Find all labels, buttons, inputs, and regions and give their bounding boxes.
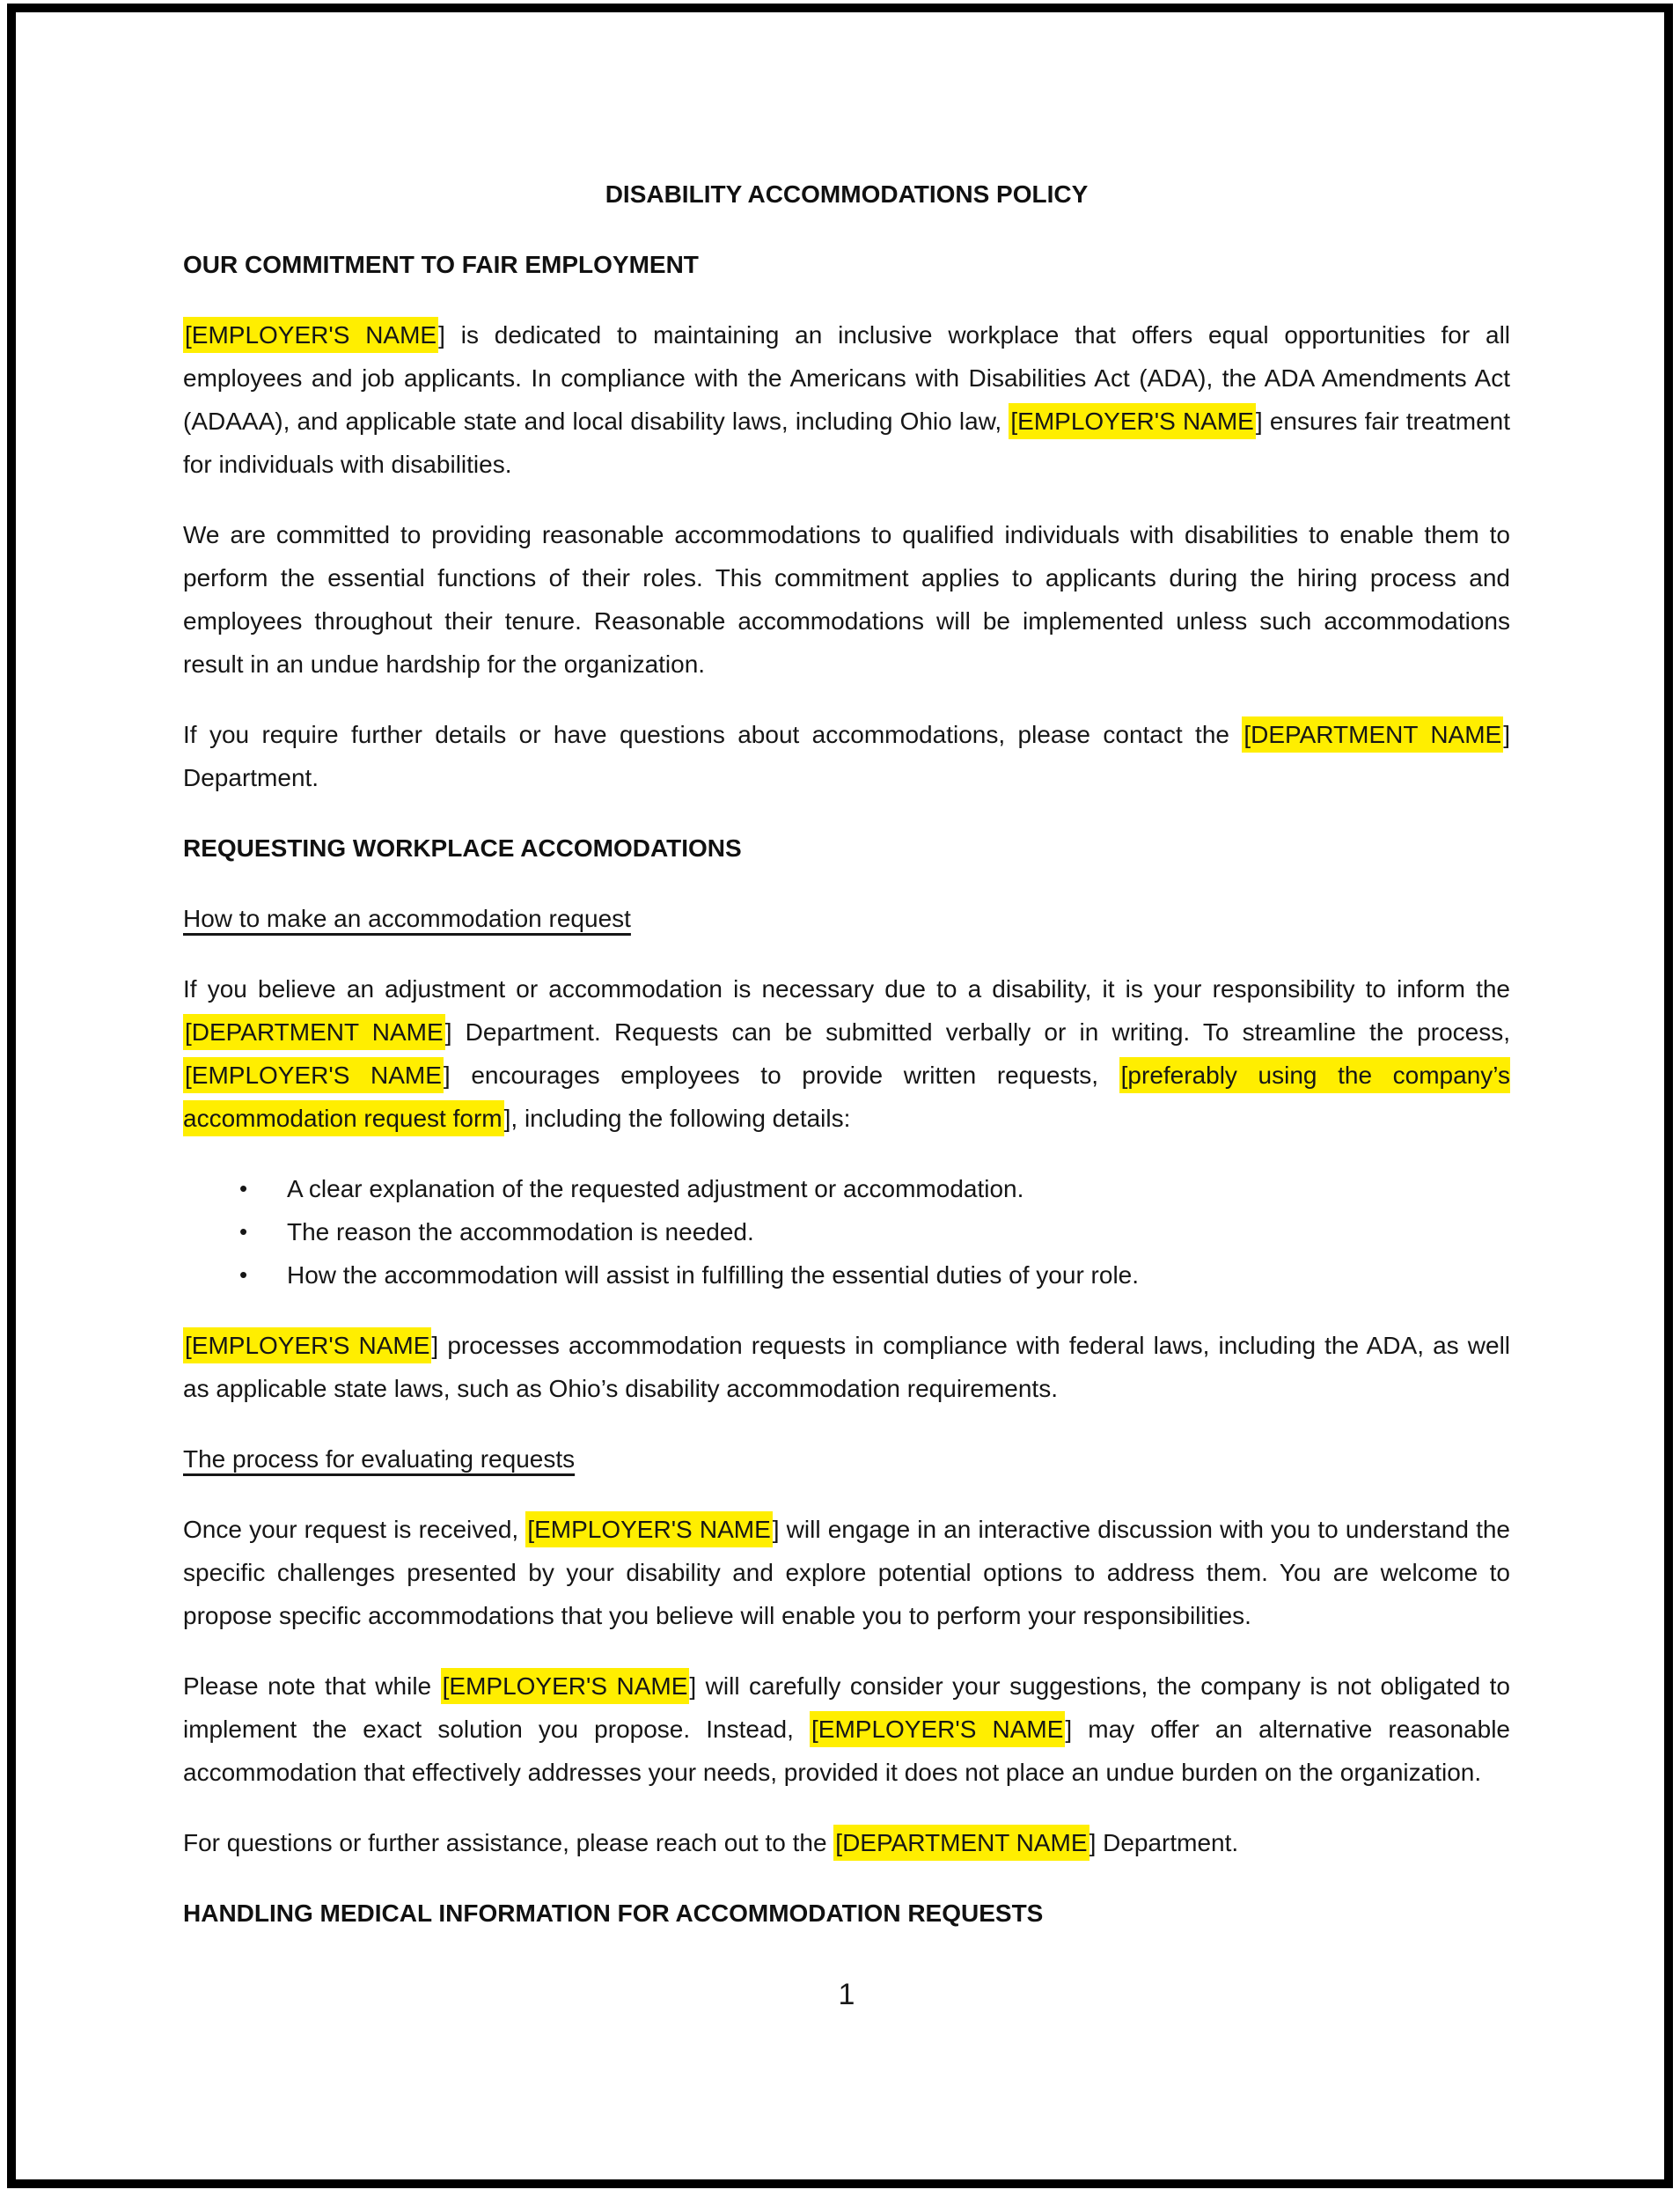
bullet-item <box>239 1253 1510 1297</box>
bullet-text: How the accommodation will assist in fulfilling the essential duties of your role. <box>287 1261 1140 1289</box>
text-run: ] is dedicated to maintaining an inclusive workplace that offers equal opportunities for all employees and job applicants. In compliance with the Americans with Disabilities Act (ADA), the ADA Amendments Act (ADAAA), and applicable state and local disability laws, including Ohio law, <box>183 321 1511 435</box>
bullet-icon: • <box>239 1175 248 1201</box>
text-run: ] Department. <box>1089 1829 1239 1856</box>
bullet-text: A clear explanation of the requested adjustment or accommodation. <box>287 1175 1024 1202</box>
highlighted-placeholder: [EMPLOYER'S NAME <box>183 317 438 353</box>
paragraph <box>183 1324 1510 1410</box>
bullet-icon: • <box>239 1261 248 1288</box>
text-run: ] processes accommodation requests in compliance with federal laws, including the ADA, as well as applicable state laws, such as Ohio’s disability accommodation requirements. <box>183 1332 1511 1402</box>
text-run: ], including the following details: <box>503 1105 851 1132</box>
document-title: DISABILITY ACCOMMODATIONS POLICY <box>605 180 1089 208</box>
text-run: ] ensures fair treatment for individuals with disabilities. <box>183 408 1510 478</box>
text-run: Please note that while <box>183 1672 441 1700</box>
highlighted-placeholder: [EMPLOYER'S NAME <box>183 1057 444 1093</box>
bullet-list <box>183 1167 1510 1297</box>
text-run: ] encourages employees to provide written requests, <box>443 1062 1119 1089</box>
text-run: ] may offer an alternative reasonable accommodation that effectively addresses your needs, provided it does not place an undue burden on the organization. <box>183 1716 1510 1786</box>
section-heading: REQUESTING WORKPLACE ACCOMODATIONS <box>183 834 742 862</box>
bullet-item <box>239 1167 1510 1210</box>
highlighted-placeholder: [DEPARTMENT NAME <box>833 1825 1089 1861</box>
subsection-heading: How to make an accommodation request <box>183 905 631 932</box>
bullet-text: The reason the accommodation is needed. <box>287 1218 754 1245</box>
highlighted-placeholder: [EMPLOYER'S NAME <box>525 1511 772 1547</box>
text-run: We are committed to providing reasonable accommodations to qualified individuals with disabilities to enable them to perform the essential functions of their roles. This commitment applies to applicants during the hiring process and employees throughout their tenure. Reasonable accommodations will be implemented unless such accommodations result in an undue hardship for the organization. <box>183 521 1510 678</box>
section-heading: OUR COMMITMENT TO FAIR EMPLOYMENT <box>183 251 699 278</box>
text-run: For questions or further assistance, please reach out to the <box>183 1829 834 1856</box>
bullet-icon: • <box>239 1218 248 1245</box>
paragraph <box>183 1508 1510 1637</box>
page-number: 1 <box>838 1978 855 2011</box>
section-heading: HANDLING MEDICAL INFORMATION FOR ACCOMMODATION REQUESTS <box>183 1899 1044 1927</box>
text-run: If you require further details or have questions about accommodations, please contact the <box>183 721 1243 748</box>
text-run: Once your request is received, <box>183 1516 526 1543</box>
highlighted-placeholder: [EMPLOYER'S NAME <box>183 1327 431 1363</box>
text-run: ] Department. <box>183 721 1511 791</box>
highlighted-placeholder: [EMPLOYER'S NAME <box>441 1668 690 1704</box>
highlighted-placeholder: [EMPLOYER'S NAME <box>1009 403 1256 439</box>
highlighted-placeholder: [DEPARTMENT NAME <box>183 1014 445 1050</box>
paragraph <box>183 1821 1510 1864</box>
paragraph <box>183 513 1510 686</box>
bullet-item <box>239 1210 1510 1253</box>
text-run: ] Department. Requests can be submitted verbally or in writing. To streamline the process, <box>444 1018 1510 1046</box>
highlighted-placeholder: [DEPARTMENT NAME <box>1242 716 1503 753</box>
paragraph <box>183 713 1510 799</box>
subsection-heading: The process for evaluating requests <box>183 1445 576 1473</box>
document-body <box>183 243 1510 1935</box>
highlighted-placeholder: [EMPLOYER'S NAME <box>810 1711 1065 1747</box>
document-page <box>32 25 1648 2167</box>
paragraph <box>183 1664 1510 1794</box>
document-page-border <box>7 4 1673 2188</box>
paragraph <box>183 967 1510 1140</box>
highlighted-placeholder: [preferably using the company’s accommodation request form <box>183 1057 1510 1136</box>
paragraph <box>183 313 1510 486</box>
text-run: ] will engage in an interactive discussion with you to understand the specific challenges presented by your disability and explore potential options to address them. You are welcome to propose specific accommodations that you believe will enable you to perform your responsibilities. <box>183 1516 1511 1629</box>
text-run: ] will carefully consider your suggestions, the company is not obligated to implement the exact solution you propose. Instead, <box>183 1672 1510 1743</box>
text-run: If you believe an adjustment or accommodation is necessary due to a disability, it is your responsibility to inform the <box>183 975 1510 1003</box>
